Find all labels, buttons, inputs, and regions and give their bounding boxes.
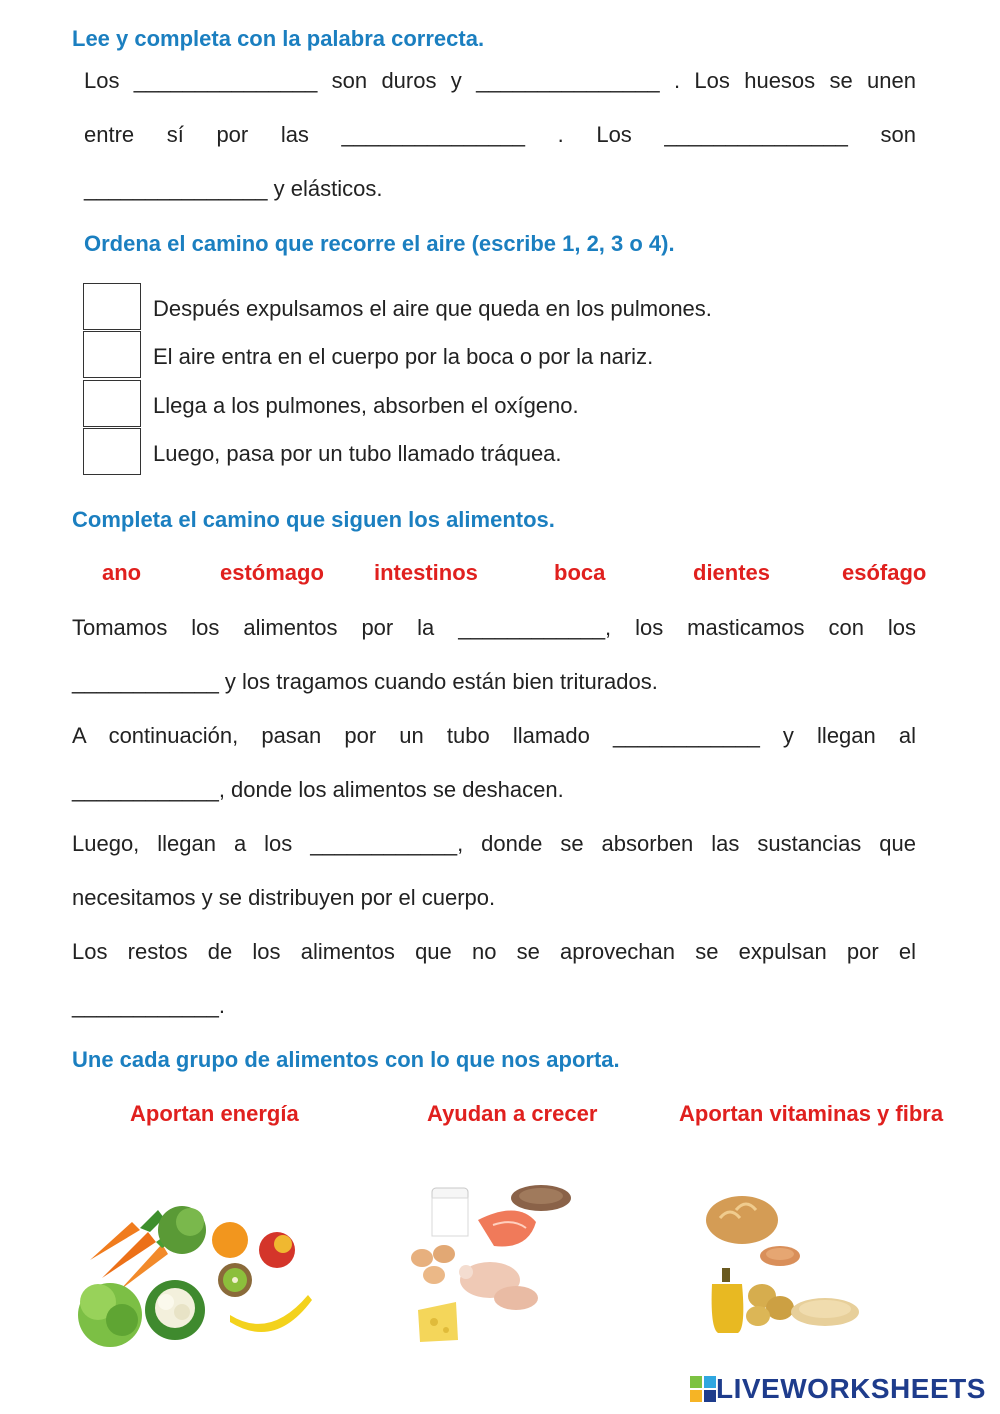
- step-text-2: El aire entra en el cuerpo por la boca o por la nariz.: [153, 344, 654, 369]
- fill-line-3: _______________ y elásticos.: [84, 176, 383, 201]
- cauliflower-icon: [145, 1280, 205, 1340]
- rice-icon: [791, 1298, 859, 1326]
- digestion-line-6: necesitamos y se distribuyen por el cuerpo.: [72, 885, 496, 910]
- digestion-line-2: ____________ y los tragamos cuando están bien triturados.: [72, 669, 658, 694]
- digestion-line-3: [72, 723, 916, 749]
- word-bank-item: boca: [554, 560, 606, 585]
- blank[interactable]: _______________: [664, 122, 848, 147]
- chicken-icon: [459, 1262, 538, 1310]
- orange-icon: [212, 1222, 248, 1258]
- label-vitamins: Aportan vitaminas y fibra: [679, 1101, 944, 1126]
- kiwi-icon: [218, 1263, 252, 1297]
- digestion-line-5-text: Luego, llegan a los ____________, donde se absorben las sustancias que: [72, 831, 916, 856]
- word: Los: [596, 122, 632, 147]
- order-box-3[interactable]: [83, 380, 141, 427]
- word-bank-item: estómago: [220, 560, 324, 585]
- step-text-3: Llega a los pulmones, absorben el oxígeno.: [153, 393, 579, 418]
- order-box-1[interactable]: [83, 283, 141, 330]
- order-box-4[interactable]: [83, 428, 141, 475]
- word-bank-item: dientes: [693, 560, 771, 585]
- word: sí: [166, 122, 184, 147]
- fill-line-1-text: Los _______________ son duros y _______________ . Los huesos se unen: [84, 68, 916, 93]
- fill-line-1: [84, 68, 916, 94]
- digestion-line-5: [72, 831, 916, 857]
- label-growth: Ayudan a crecer: [427, 1101, 598, 1126]
- word: .: [557, 122, 564, 147]
- digestion-line-3-text: A continuación, pasan por un tubo llamado ____________ y llegan al: [72, 723, 916, 748]
- lettuce-icon: [78, 1283, 142, 1347]
- oil-bottle-icon: [712, 1268, 744, 1333]
- banana-icon: [230, 1295, 312, 1332]
- energy-foods-image[interactable]: [700, 1188, 870, 1343]
- word-bank-item: esófago: [842, 560, 927, 585]
- word-bank-item: ano: [102, 560, 142, 585]
- digestion-line-4: ____________, donde los alimentos se deshacen.: [72, 777, 564, 802]
- digestion-line-1-text: Tomamos los alimentos por la ____________, los masticamos con los: [72, 615, 916, 640]
- word-bank-item: intestinos: [374, 560, 478, 585]
- logo-grid-icon: [690, 1376, 716, 1402]
- milk-icon: [432, 1188, 468, 1236]
- step-text-4: Luego, pasa por un tubo llamado tráquea.: [153, 441, 562, 466]
- section-1-title: Lee y completa con la palabra correcta.: [72, 26, 485, 51]
- bread-icon: [706, 1196, 778, 1244]
- eggs-icon: [411, 1245, 455, 1284]
- fill-line-2: [84, 122, 916, 148]
- digestion-line-7: [72, 939, 916, 965]
- liveworksheets-logo[interactable]: [690, 1374, 986, 1404]
- section-4-title: Une cada grupo de alimentos con lo que nos aporta.: [72, 1047, 620, 1072]
- vegetables-fruits-image[interactable]: [70, 1200, 315, 1350]
- label-energy: Aportan energía: [130, 1101, 299, 1126]
- blank[interactable]: _______________: [341, 122, 526, 147]
- step-text-1: Después expulsamos el aire que queda en los pulmones.: [153, 296, 712, 321]
- logo-text: LIVEWORKSHEETS: [716, 1373, 986, 1404]
- order-box-2[interactable]: [83, 331, 141, 378]
- lentils-icon: [511, 1185, 571, 1211]
- digestion-line-1: [72, 615, 916, 641]
- digestion-line-8: ____________.: [72, 993, 225, 1018]
- beans-icon: [760, 1246, 800, 1266]
- word: entre: [84, 122, 135, 147]
- word: por: [216, 122, 249, 147]
- digestion-line-7-text: Los restos de los alimentos que no se aprovechan se expulsan por el: [72, 939, 916, 964]
- word: las: [280, 122, 309, 147]
- apple-icon: [259, 1232, 295, 1268]
- word: son: [880, 122, 916, 147]
- section-2-title: Ordena el camino que recorre el aire (escribe 1, 2, 3 o 4).: [84, 231, 675, 256]
- salmon-icon: [478, 1210, 536, 1246]
- potatoes-icon: [746, 1284, 794, 1326]
- lettuce-top-icon: [158, 1206, 206, 1254]
- protein-foods-image[interactable]: [408, 1180, 578, 1350]
- section-3-title: Completa el camino que siguen los alimentos.: [72, 507, 555, 532]
- cheese-icon: [418, 1302, 458, 1342]
